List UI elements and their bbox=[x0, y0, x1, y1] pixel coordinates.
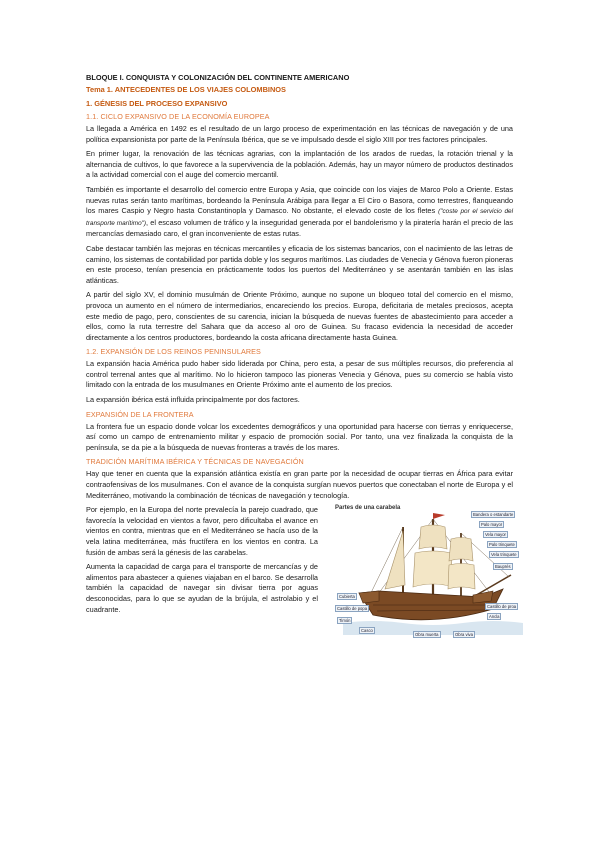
paragraph: Cabe destacar también las mejoras en técnicas mercantiles y eficacia de los sistemas bancarios, con el nacimiento de las letras de camino, los sistemas de contabilidad por partida doble y los seguros marítimos. Las ciudades de Venecia y Génova fueron pioneras en este proceso, tenían presencia en prácticamente todos los puertos del Mediterráneo y se asentarán también en las islas atlánticas. bbox=[86, 243, 513, 285]
paragraph-note: ("coste por el servicio del transporte marítimo") bbox=[86, 208, 513, 227]
figure-label: Cubierta bbox=[339, 594, 355, 600]
subheading-tradicion: TRADICIÓN MARÍTIMA IBÉRICA Y TÉCNICAS DE NAVEGACIÓN bbox=[86, 457, 304, 467]
paragraph-text: También es importante el desarrollo del comercio entre Europa y Asia, que coincide con los viajes de Marco Polo a Oriente. Estas nuevas rutas serán tanto marítimas, bordeando la Península Arábiga para llegar a El Ciro o Basora, como terrestres, flanqueando los mares Caspio y Negro hasta Constantinopla y Damasco. No obstante, el elevado coste de los fletes bbox=[86, 184, 513, 216]
figure-label: Ancla bbox=[489, 614, 500, 620]
figure-label: Palo trinquete bbox=[489, 542, 515, 548]
document-title: BLOQUE I. CONQUISTA Y COLONIZACIÓN DEL CONTINENTE AMERICANO bbox=[86, 73, 350, 82]
paragraph: La expansión hacia América pudo haber sido liderada por China, pero esta, a pesar de sus múltiples recursos, dio preferencia al control terrenal antes que al marítimo. No lo hicieron tampoco las pioneras Venecia y Génova, pues su comercio se había visto limitado con la entrada de los musulmanes en Oriente Próximo ante el aumento de los precios. bbox=[86, 359, 513, 390]
paragraph: La expansión ibérica está influida principalmente por dos factores. bbox=[86, 395, 300, 405]
section-heading-1: 1. GÉNESIS DEL PROCESO EXPANSIVO bbox=[86, 99, 228, 108]
figure-label: Obra muerta bbox=[415, 632, 439, 638]
paragraph bbox=[86, 185, 513, 240]
paragraph: Por ejemplo, en la Europa del norte prevalecía la parejo cuadrado, que favorecía la velocidad en vientos a favor, pero dificultaba el avance en vientos en contra, mientras que en el Mediterráneo se hacía uso de la vela latina mediterránea, más fructífera en los vientos en contra. La fusión de ambas será la génesis de las carabelas. bbox=[86, 505, 318, 557]
figure-label: Casco bbox=[361, 628, 373, 634]
figure-label: Vela trinquete bbox=[491, 552, 517, 558]
figure-label: Obra viva bbox=[455, 632, 473, 638]
subheading-frontera: EXPANSIÓN DE LA FRONTERA bbox=[86, 409, 194, 419]
figure-label: Palo mayor bbox=[481, 522, 503, 528]
paragraph: La llegada a América en 1492 es el resultado de un largo proceso de experimentación en las técnicas de navegación y de una política expansionista por parte de la Península Ibérica, que se ve impulsado desde el siglo XIII por tres factores principales. bbox=[86, 124, 513, 144]
figure-label: Bauprés bbox=[495, 564, 511, 570]
text-with-figure bbox=[86, 505, 517, 638]
caravel-figure bbox=[333, 505, 525, 643]
paragraph: A partir del siglo XV, el dominio musulmán de Oriente Próximo, aunque no supone un bloqueo total del comercio en el mismo, provoca un aumento en el número de intermediarios, encareciendo los precios. Europa, deficitaria de metales preciosos, acepta este medio de pago, pero, conscientes de su carencia, inician la búsqueda de nuevas fuentes de abastecimiento para acceder a ellos, como la ruta terrestre del Sahara que da acceso al oro de Guinea. Su fracaso evidencia la necesidad de acceder directamente a los centros productores, bordeando la costa africana directamente hasta Guinea. bbox=[86, 290, 513, 342]
figure-title: Partes de una carabela bbox=[335, 505, 401, 512]
paragraph: Aumenta la capacidad de carga para el transporte de mercancías y de alimentos para abastecer a quienes viajaban en el barco. Se desarrolla también la capacidad de navegar sin divisar tierra por aguas desconocidas, para lo que se ayudan de la brújula, el astrolabio y el cuadrante. bbox=[86, 562, 318, 614]
figure-label: Bandera o estandarte bbox=[473, 512, 514, 518]
figure-label: Vela mayor bbox=[485, 532, 506, 538]
section-heading-1-2: 1.2. EXPANSIÓN DE LOS REINOS PENINSULARES bbox=[86, 347, 261, 357]
paragraph: La frontera fue un espacio donde volcar los excedentes demográficos y una oportunidad para hacerse con tierras y enriquecerse, así como un campo de entrenamiento militar y espacio de promoción social. Por tanto, una vez finalizada la conquista de la península, se da pie a la búsqueda de nuevas fronteras a través de los mares. bbox=[86, 421, 513, 452]
figure-side-text bbox=[86, 505, 318, 615]
paragraph: En primer lugar, la renovación de las técnicas agrarias, con la implantación de los arados de ruedas, la rotación trienal y la alternancia de cultivos, lo que favorece a la supervivencia de la población. Además, hay un mayor número de productos destinados a la actividad comercial con el auge del comercio mercantil. bbox=[86, 149, 513, 180]
figure-label: Castillo de popa bbox=[337, 606, 368, 612]
figure-label: Castillo de proa bbox=[487, 604, 517, 610]
paragraph-text: , el escaso volumen de tráfico y la inseguridad generada por el bandolerismo y la piratería harán el precio de las mercancías demasiado caro, el gran inconveniente de estas rutas. bbox=[86, 217, 513, 239]
figure-label: Timón bbox=[339, 618, 351, 624]
tema-heading: Tema 1. ANTECEDENTES DE LOS VIAJES COLOMBINOS bbox=[86, 85, 286, 94]
section-heading-1-1: 1.1. CICLO EXPANSIVO DE LA ECONOMÍA EUROPEA bbox=[86, 112, 270, 121]
paragraph: Hay que tener en cuenta que la expansión atlántica existía en gran parte por la necesidad de ocupar tierras en África para evitar contraofensivas de los musulmanes. Con el avance de la conquista surgían nuevos puertos que conectaban el norte de Europa y el Mediterráneo, motivando la combinación de técnicas de navegación y tecnología. bbox=[86, 469, 513, 500]
